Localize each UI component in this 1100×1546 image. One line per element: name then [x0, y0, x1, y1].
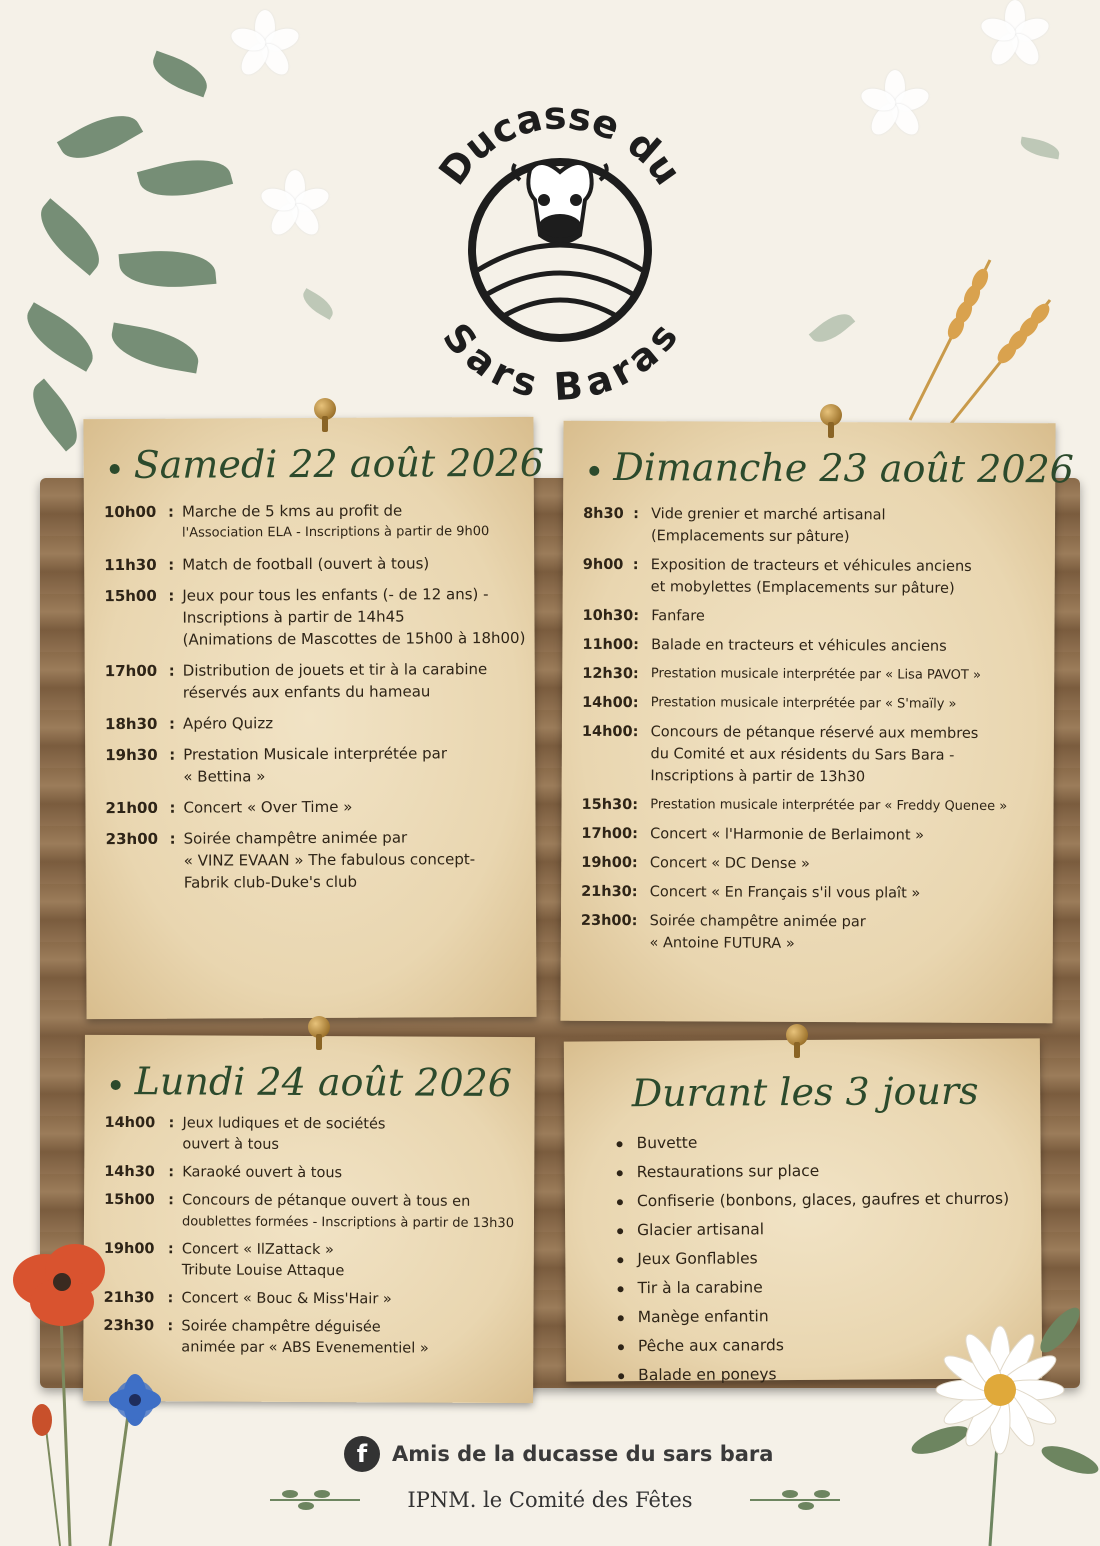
event-row: [104, 1190, 520, 1234]
bullet-icon: [618, 1344, 624, 1350]
event-description-line: l'Association ELA - Inscriptions à partir de 9h00: [181, 524, 490, 541]
event-row: [581, 823, 1039, 847]
leaf-decoration: [57, 102, 143, 171]
event-time: 23h00: [580, 912, 632, 930]
event-time: 19h30: [105, 745, 158, 765]
event-time: 14h00: [582, 694, 633, 712]
leaf-decoration: [17, 302, 103, 371]
event-description: [182, 1162, 520, 1185]
event-description: [651, 634, 1040, 658]
event-description: [182, 499, 520, 545]
event-row: [104, 552, 520, 576]
bullet-icon: [617, 1141, 623, 1147]
event-description: [649, 910, 1039, 956]
event-separator: :: [167, 1318, 174, 1335]
event-description-line: Balade en tracteurs et véhicules anciens: [651, 637, 947, 655]
event-description: [650, 823, 1039, 847]
event-description-line: Jeux ludiques et de sociétés: [182, 1115, 386, 1133]
event-row: [582, 663, 1040, 687]
event-time: 15h30: [581, 796, 633, 814]
event-description: [182, 552, 520, 576]
event-time: 21h30: [103, 1289, 155, 1307]
event-time: 14h00: [581, 723, 633, 741]
event-description: [651, 605, 1040, 629]
logo: [420, 60, 700, 420]
event-description-line: Jeux pour tous les enfants (- de 12 ans) -: [182, 585, 489, 605]
event-row: [106, 826, 522, 894]
blossom-decoration: [230, 10, 300, 80]
list-item: [616, 1126, 1026, 1158]
event-description: [182, 1239, 520, 1283]
organizer-name: IPNM. le Comité des Fêtes: [407, 1488, 693, 1512]
event-time: 21h00: [105, 798, 158, 818]
event-separator: :: [631, 884, 638, 901]
list-item-label: Buvette: [636, 1133, 698, 1153]
event-description: [650, 721, 1040, 789]
event-description-line: Concert « Bouc & Miss'Hair »: [181, 1290, 392, 1308]
event-description-line: du Comité et aux résidents du Sars Bara -: [650, 746, 955, 764]
event-separator: :: [632, 826, 638, 843]
event-row: [104, 1162, 520, 1185]
leaf-decoration: [809, 306, 856, 350]
event-row: [581, 910, 1039, 956]
event-description: [182, 1190, 520, 1234]
leaf-decoration: [1019, 137, 1061, 160]
leaf-decoration: [137, 149, 233, 207]
event-description: [181, 1316, 519, 1360]
event-description-line: Soirée champêtre animée par: [649, 913, 866, 931]
pin-icon: [314, 398, 336, 432]
list-item: [617, 1184, 1027, 1216]
event-description-line: (Animations de Mascottes de 15h00 à 18h00): [182, 628, 526, 649]
event-description-line: Prestation musicale interprétée par « Freddy Quenee »: [650, 797, 1008, 815]
event-row: [583, 554, 1041, 600]
event-row: [582, 794, 1040, 818]
event-description-line: doublettes formées - Inscriptions à partir de 13h30: [181, 1214, 515, 1232]
event-row: [104, 583, 526, 651]
event-time: 11h00: [582, 636, 634, 654]
list-item-label: Pêche aux canards: [637, 1336, 784, 1356]
event-description-line: et mobylettes (Emplacements sur pâture): [650, 579, 955, 597]
event-description-line: Apéro Quizz: [182, 714, 274, 733]
event-time: 17h00: [104, 661, 158, 681]
bullet-icon: [617, 1257, 623, 1263]
event-description-line: Soirée champêtre déguisée: [181, 1318, 381, 1336]
event-description-line: Vide grenier et marché artisanal: [651, 506, 886, 524]
logo-title-top: Ducasse du: [430, 93, 690, 193]
event-description-line: Match de football (ouvert à tous): [182, 554, 430, 574]
facebook-icon: f: [344, 1436, 380, 1472]
event-separator: :: [167, 1290, 174, 1307]
event-time: 23h30: [103, 1317, 155, 1335]
event-separator: :: [168, 1164, 175, 1181]
event-time: 17h00: [581, 825, 633, 843]
event-description-line: Karaoké ouvert à tous: [182, 1164, 343, 1182]
list-item-label: Jeux Gonflables: [637, 1249, 758, 1269]
event-time: 9h00: [582, 556, 624, 574]
event-row: [582, 634, 1040, 658]
event-description-line: Prestation musicale interprétée par « Lisa PAVOT »: [650, 666, 981, 683]
event-time: 18h30: [104, 714, 158, 734]
event-separator: :: [633, 608, 640, 625]
event-row: [104, 499, 520, 545]
list-item-label: Glacier artisanal: [637, 1220, 765, 1240]
event-time: 14h30: [104, 1163, 155, 1181]
event-description-line: Concert « DC Dense »: [649, 855, 810, 873]
event-time: 8h30: [583, 505, 624, 523]
event-time: 11h30: [104, 555, 157, 575]
event-description: [182, 583, 525, 651]
event-separator: :: [168, 1192, 174, 1209]
blossom-decoration: [980, 0, 1050, 70]
list-item-label: Restaurations sur place: [636, 1161, 820, 1182]
event-row: [582, 721, 1040, 789]
event-description: [184, 826, 522, 894]
event-separator: :: [167, 1241, 174, 1258]
event-separator: :: [169, 829, 176, 848]
event-description-line: Tribute Louise Attaque: [181, 1262, 345, 1280]
event-description: [651, 692, 1040, 716]
event-description-line: Fanfare: [651, 608, 705, 625]
event-row: [105, 658, 521, 704]
facebook-page-name: Amis de la ducasse du sars bara: [392, 1442, 774, 1466]
event-description: [183, 658, 521, 704]
leaf-decoration: [298, 288, 337, 320]
event-row: [105, 742, 521, 788]
event-description-line: Inscriptions à partir de 14h45: [182, 607, 405, 627]
event-separator: :: [631, 913, 638, 930]
facebook-line: [344, 1436, 773, 1472]
event-separator: :: [632, 797, 639, 814]
bullet-icon: [617, 1228, 623, 1234]
event-separator: :: [633, 506, 639, 523]
event-time: 10h00: [103, 502, 157, 522]
event-description: [183, 711, 521, 735]
event-time: 14h00: [104, 1114, 156, 1132]
pin-icon: [820, 404, 842, 438]
event-separator: :: [632, 724, 639, 741]
event-description: [650, 852, 1039, 876]
event-separator: :: [168, 586, 175, 605]
event-separator: :: [632, 557, 639, 574]
leaf-decoration: [28, 198, 111, 275]
event-time: 10h30: [582, 607, 634, 625]
saturday-events: [103, 499, 526, 894]
pin-icon: [786, 1024, 808, 1058]
list-item: [617, 1213, 1027, 1245]
blossom-decoration: [860, 70, 930, 140]
leaf-decoration: [21, 379, 89, 452]
event-separator: :: [631, 855, 638, 872]
leaf-decoration: [119, 246, 217, 292]
list-item: [617, 1155, 1027, 1187]
bullet-icon: [618, 1286, 624, 1292]
event-separator: :: [169, 798, 176, 817]
cow-icon: [513, 163, 606, 243]
bullet-icon: [618, 1315, 624, 1321]
event-description-line: « Bettina »: [183, 767, 266, 786]
event-separator: :: [632, 666, 639, 683]
list-item: [617, 1242, 1027, 1274]
saturday-title: Samedi 22 août 2026: [110, 441, 520, 487]
event-row: [581, 852, 1039, 876]
event-description-line: (Emplacements sur pâture): [650, 528, 850, 546]
event-description-line: réservés aux enfants du hameau: [182, 682, 431, 702]
event-row: [105, 711, 521, 735]
event-separator: :: [168, 555, 175, 574]
event-description-line: Soirée champêtre animée par: [183, 828, 408, 848]
field-icon: [478, 245, 642, 318]
event-description: [183, 795, 521, 819]
event-description: [182, 1288, 520, 1311]
event-row: [105, 795, 521, 819]
event-separator: :: [169, 745, 176, 764]
event-description-line: Concert « IlZattack »: [181, 1241, 334, 1259]
event-description-line: Concert « En Français s'il vous plaît »: [649, 884, 921, 902]
event-description-line: animée par « ABS Evenementiel »: [181, 1339, 429, 1357]
event-row: [104, 1113, 520, 1157]
event-description: [651, 503, 1041, 549]
event-row: [583, 503, 1041, 549]
list-item-label: Manège enfantin: [637, 1307, 769, 1327]
event-time: 21h30: [581, 883, 632, 901]
event-description-line: Concours de pétanque réservé aux membres: [650, 724, 979, 742]
all-days-title: Durant les 3 jours: [631, 1068, 979, 1116]
event-description: [650, 881, 1039, 905]
event-description: [651, 663, 1040, 687]
event-separator: :: [167, 502, 174, 521]
event-description-line: Prestation musicale interprétée par « S'maïly »: [650, 695, 957, 712]
leaf-decoration: [147, 51, 213, 98]
bullet-icon: [618, 1373, 624, 1379]
wheat-decoration: [880, 230, 1080, 430]
event-description: [183, 742, 521, 788]
event-separator: :: [168, 661, 175, 680]
event-description-line: « Antoine FUTURA »: [649, 935, 795, 952]
event-description-line: Exposition de tracteurs et véhicules anciens: [650, 557, 972, 575]
event-description-line: Inscriptions à partir de 13h30: [650, 768, 866, 786]
event-row: [582, 692, 1040, 716]
event-time: 23h00: [105, 829, 159, 849]
event-description: [650, 794, 1039, 818]
pin-icon: [308, 1016, 330, 1050]
sunday-events: [581, 503, 1041, 956]
list-item-label: Balade en poneys: [638, 1365, 777, 1385]
blossom-decoration: [260, 170, 330, 240]
leaf-decoration: [108, 322, 203, 373]
event-description-line: Marche de 5 kms au profit de: [181, 501, 403, 521]
bullet-icon: [617, 1170, 623, 1176]
bullet-icon: [617, 1199, 623, 1205]
monday-title: Lundi 24 août 2026: [111, 1059, 521, 1105]
event-description-line: Fabrik club-Duke's club: [183, 872, 358, 892]
event-time: 15h00: [104, 586, 157, 606]
event-row: [582, 605, 1040, 629]
sunday-card: [560, 421, 1075, 1024]
event-separator: :: [168, 1115, 175, 1132]
event-description-line: Prestation Musicale interprétée par: [183, 744, 448, 764]
event-time: 19h00: [103, 1240, 155, 1258]
event-description: [651, 554, 1041, 600]
list-item-label: Confiserie (bonbons, glaces, gaufres et churros): [636, 1189, 1010, 1211]
event-description: [182, 1113, 520, 1157]
event-time: 15h00: [104, 1191, 155, 1209]
event-description-line: Concert « l'Harmonie de Berlaimont »: [650, 826, 925, 844]
event-separator: :: [632, 695, 639, 712]
list-item-label: Tir à la carabine: [637, 1278, 763, 1298]
event-description-line: Concours de pétanque ouvert à tous en: [182, 1192, 471, 1210]
event-description-line: « VINZ EVAAN » The fabulous concept-: [183, 850, 476, 870]
event-description-line: Distribution de jouets et tir à la carabine: [182, 660, 488, 680]
sunday-title: Dimanche 23 août 2026: [589, 445, 1041, 491]
saturday-card: [83, 417, 545, 1019]
event-time: 19h00: [581, 854, 632, 872]
logo-title-bottom: Sars Baras: [434, 314, 687, 410]
event-separator: :: [633, 637, 639, 654]
event-description-line: ouvert à tous: [182, 1136, 280, 1153]
event-separator: :: [168, 714, 176, 733]
event-description-line: Concert « Over Time »: [183, 797, 353, 817]
event-row: [581, 881, 1039, 905]
event-time: 12h30: [582, 665, 633, 683]
